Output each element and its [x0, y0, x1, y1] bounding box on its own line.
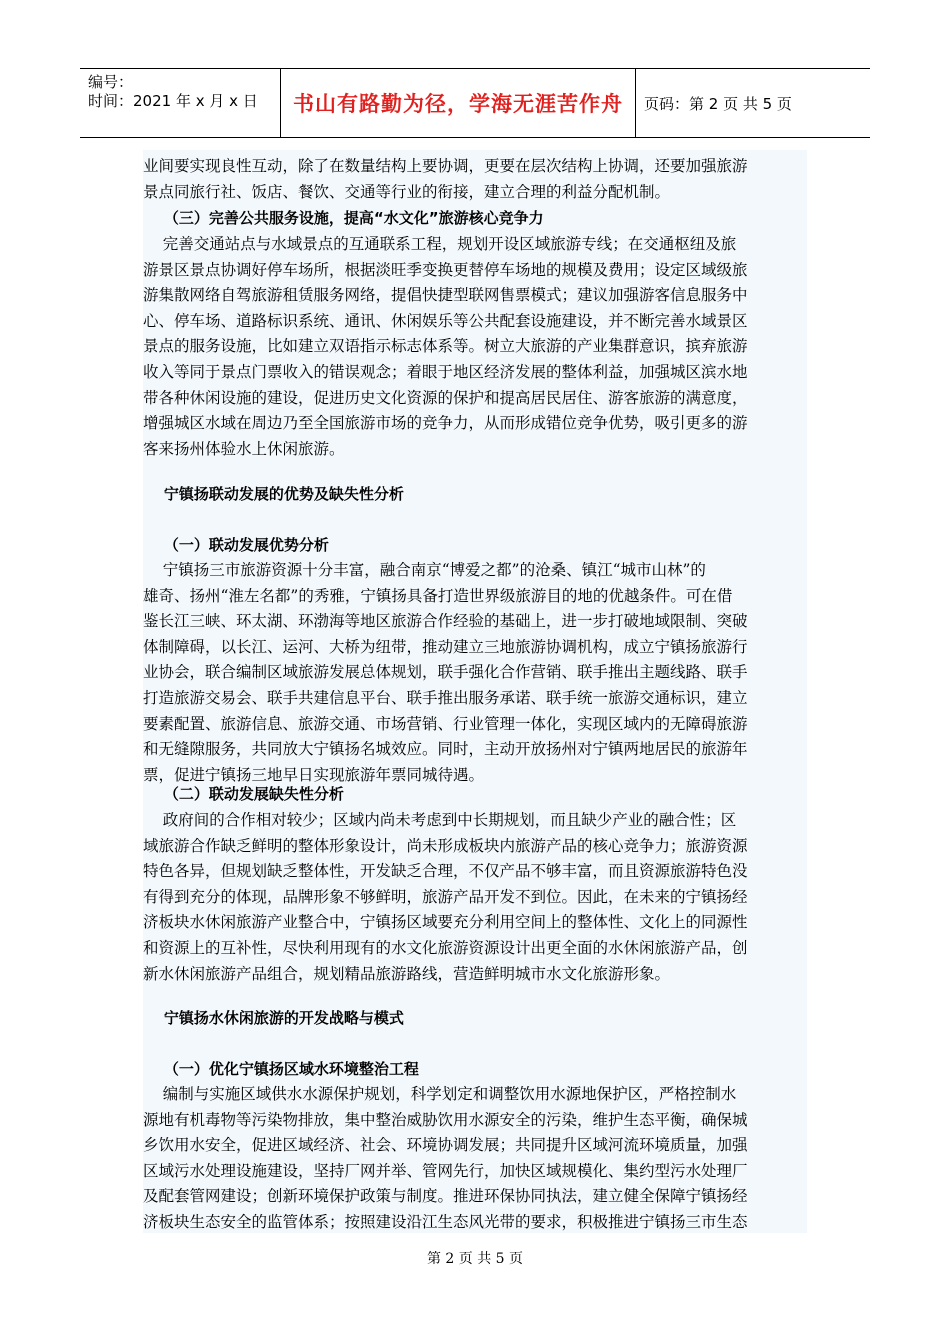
paragraph-linkage-advantages: 宁镇扬三市旅游资源十分丰富，融合南京“博爱之都”的沧桑、镇江“城市山林”的 雄奇、扬州“淮左名都”的秀雅，宁镇扬具备打造世界级旅游目的地的优越条件。可在借 鉴长江三峡、环太湖、环渤海等地区旅游合作经验的基础上，进一步打破地域限制、突破 体制障碍，以长江、运河、大桥为纽带，推动建立三地旅游协调机构，成立宁镇扬旅游行 业协会，联合编制区域旅游发展总体规划，联手强化合作营销、联手推出主题线路、联手 打造旅游交易会、联手共建信息平台、联手推出服务承诺、联手统一旅游交通标识，建立 要素配置、旅游信息、旅游交通、市场营销、行业管理一体化，实现区域内的无障碍旅游 和无缝隙服务，共同放大宁镇扬名城效应。同时，主动开放扬州对宁镇两地居民的旅游年 票，促进宁镇扬三地早日实现旅游年票同城待遇。 [143, 561, 748, 784]
section-title-development-strategy: 宁镇扬水休闲旅游的开发战略与模式 [143, 1009, 404, 1027]
header-meta [80, 69, 281, 137]
heading-linkage-advantages: （一）联动发展优势分析 [143, 536, 329, 554]
header-motto: 书山有路勤为径，学海无涯苦作舟 [281, 69, 636, 137]
section-title-linkage-analysis: 宁镇扬联动发展的优势及缺失性分析 [143, 485, 404, 503]
heading-water-environment: （一）优化宁镇扬区域水环境整治工程 [143, 1060, 419, 1078]
header-page-info: 页码：第 2 页 共 5 页 [644, 94, 792, 113]
heading-public-services: （三）完善公共服务设施，提高“水文化”旅游核心竞争力 [143, 209, 544, 227]
page-header [80, 68, 870, 138]
doc-date: 时间：2021 年 x 月 x 日 [88, 92, 258, 110]
paragraph-linkage-deficiencies: 政府间的合作相对较少；区域内尚未考虑到中长期规划，而且缺少产业的融合性；区 域旅游合作缺乏鲜明的整体形象设计，尚未形成板块内旅游产品的核心竞争力；旅游资源 特色各异，但规划缺乏整体性，开发缺乏合理，不仅产品不够丰富，而且资源旅游特色没 有得到充分的体现，品牌形象不够鲜明，旅游产品开发不到位。因此，在未来的宁镇扬经 济板块水休闲旅游产业整合中，宁镇扬区域要充分利用空间上的整体性、文化上的同源性 和资源上的互补性，尽快利用现有的水文化旅游资源设计出更全面的水休闲旅游产品，创 新水休闲旅游产品组合，规划精品旅游路线，营造鲜明城市水文化旅游形象。 [143, 811, 748, 983]
paragraph-interaction: 业间要实现良性互动，除了在数量结构上要协调，更要在层次结构上协调，还要加强旅游 景点同旅行社、饭店、餐饮、交通等行业的衔接，建立合理的利益分配机制。 [143, 157, 748, 201]
doc-number-label: 编号： [88, 73, 134, 91]
paragraph-public-services: 完善交通站点与水域景点的互通联系工程，规划开设区域旅游专线；在交通枢纽及旅 游景区景点协调好停车场所，根据淡旺季变换更替停车场地的规模及费用；设定区域级旅 游集散网络自驾旅游租赁服务网络，提倡快捷型联网售票模式；建议加强游客信息服务中 心、停车场、道路标识系统、通讯、休闲娱乐等公共配套设施建设，并不断完善水域景区 景点的服务设施，比如建立双语指示标志体系等。树立大旅游的产业集群意识，摈弃旅游 收入等同于景点门票收入的错误观念；着眼于地区经济发展的整体利益，加强城区滨水地 带各种休闲设施的建设，促进历史文化资源的保护和提高居民居住、游客旅游的满意度， 增强城区水域在周边乃至全国旅游市场的竞争力，从而形成错位竞争优势，吸引更多的游 客来扬州体验水上休闲旅游。 [143, 235, 748, 458]
document-body [143, 150, 807, 1233]
page-footer: 第 2 页 共 5 页 [426, 1251, 524, 1267]
heading-linkage-deficiencies: （二）联动发展缺失性分析 [143, 785, 344, 803]
paragraph-water-environment: 编制与实施区域供水水源保护规划，科学划定和调整饮用水源地保护区，严格控制水 源地有机毒物等污染物排放，集中整治威胁饮用水源安全的污染，维护生态平衡，确保城 乡饮用水安全，促进区域经济、社会、环境协调发展；共同提升区域河流环境质量，加强 区域污水处理设施建设，坚持厂网并举、管网先行，加快区域规模化、集约型污水处理厂 及配套管网建设；创新环境保护政策与制度。推进环保协同执法，建立健全保障宁镇扬经 济板块生态安全的监管体系；按照建设沿江生态风光带的要求，积极推进宁镇扬三市生态 [143, 1085, 748, 1231]
